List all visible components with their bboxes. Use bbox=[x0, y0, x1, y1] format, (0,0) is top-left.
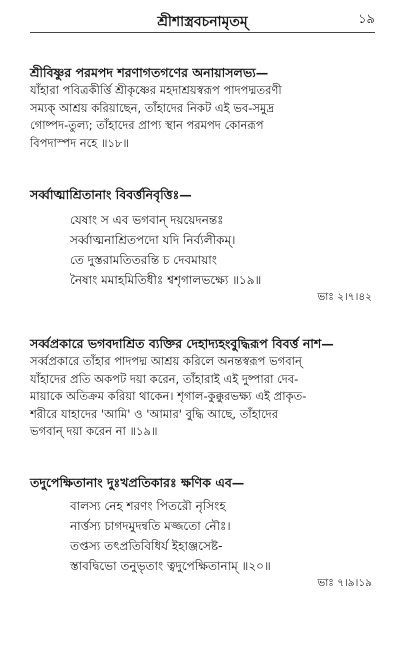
verse-block bbox=[30, 210, 380, 290]
verse-line: নৈষাং মমাহমিতিধীঃ শ্বশৃগালভক্ষ্যে ॥১৯॥ bbox=[70, 273, 262, 287]
body-line: যাঁহারা পবিত্রকীর্ত্তি শ্রীকৃষ্ণের মহদাশ্রয়স্বরূপ পাদপদ্মতরণী bbox=[30, 83, 282, 97]
section-vishnu-param-pada bbox=[30, 64, 380, 152]
section-sarvatma-ashrita bbox=[30, 186, 380, 304]
page-header bbox=[30, 10, 375, 33]
verse-reference: ভাঃ ২।৭।৪২ bbox=[317, 291, 372, 303]
section-body bbox=[30, 353, 380, 441]
verse-line: যেষাং স এব ভগবান্ দয়য়েদনন্তঃ bbox=[70, 213, 224, 227]
verse-line: বালস্য নেহ শরণং পিতরৌ নৃসিংহ bbox=[70, 499, 226, 513]
section-tadupekshita bbox=[30, 474, 380, 590]
page-title: শ্রীশাস্ত্রবচনামৃতম্ bbox=[157, 14, 248, 30]
section-heading: সর্ব্বাত্মাশ্রিতানাং বিবর্ত্তনিবৃত্তিঃ— bbox=[30, 187, 192, 202]
body-line: গোষ্পদ-তুল্য; তাঁহাদের প্রাপ্য স্থান পরমপদ কোনরূপ bbox=[30, 118, 264, 132]
body-line: যাঁহাদের প্রতি অকপট দয়া করেন, তাঁহারাই এই দুষ্পারা দেব- bbox=[30, 371, 299, 386]
body-line: মায়াকে অতিক্রম করিয়া থাকেন। শৃগাল-কুক্কুরভক্ষ্য এই প্রাকৃত- bbox=[30, 389, 307, 403]
verse-block bbox=[30, 496, 380, 576]
body-line: শরীরে যাহাদের 'আমি' ও 'আমার' বুদ্ধি আছে, তাঁহাদের bbox=[30, 406, 279, 421]
section-sarvaprakare bbox=[30, 335, 380, 441]
page-number: ১৯ bbox=[358, 12, 375, 27]
verse-line: তপ্তস্য তৎপ্রতিবিধির্য ইহাঞ্জসেষ্ট- bbox=[70, 539, 223, 553]
body-line: ভগবান্ দয়া করেন না ॥১৯॥ bbox=[30, 424, 158, 438]
body-line: সর্ব্বপ্রকারে তাঁহার পাদপদ্ম আশ্রয় করিলে অনন্তস্বরূপ ভগবান্ bbox=[30, 354, 302, 368]
verse-line: তে দুস্তরামতিতরন্তি চ দেবমায়াং bbox=[70, 253, 217, 267]
body-line: সম্যক্ আশ্রয় করিয়াছেন, তাঁহাদের নিকট এই ভব-সমুদ্র bbox=[30, 100, 274, 115]
verse-line: স্তাবদ্বিভো তনুভৃতাং ত্বদুপেক্ষিতানাম্ ॥২০॥ bbox=[70, 559, 271, 573]
verse-line: নার্ত্তস্য চাগদমুদন্বতি মজ্জতো নৌঃ। bbox=[70, 519, 231, 533]
section-heading: সর্ব্বপ্রকারে ভগবদাশ্রিত ব্যক্তির দেহাদ্যহংবুদ্ধিরূপ বিবর্ত্ত নাশ— bbox=[30, 336, 334, 351]
verse-reference: ভাঃ ৭।৯।১৯ bbox=[317, 577, 372, 589]
body-line: বিপদাস্পদ নহে ॥১৮॥ bbox=[30, 135, 129, 150]
section-heading: শ্রীবিষ্ণুর পরমপদ শরণাগতগণের অনায়াসলভ্য— bbox=[30, 65, 269, 80]
section-body bbox=[30, 82, 380, 152]
verse-line: সর্ব্বাত্মনাশ্রিতপদো যদি নির্ব্যলীকম্। bbox=[70, 233, 236, 247]
section-heading: তদুপেক্ষিতানাং দুঃখপ্রতিকারঃ ক্ষণিক এব— bbox=[30, 475, 245, 490]
